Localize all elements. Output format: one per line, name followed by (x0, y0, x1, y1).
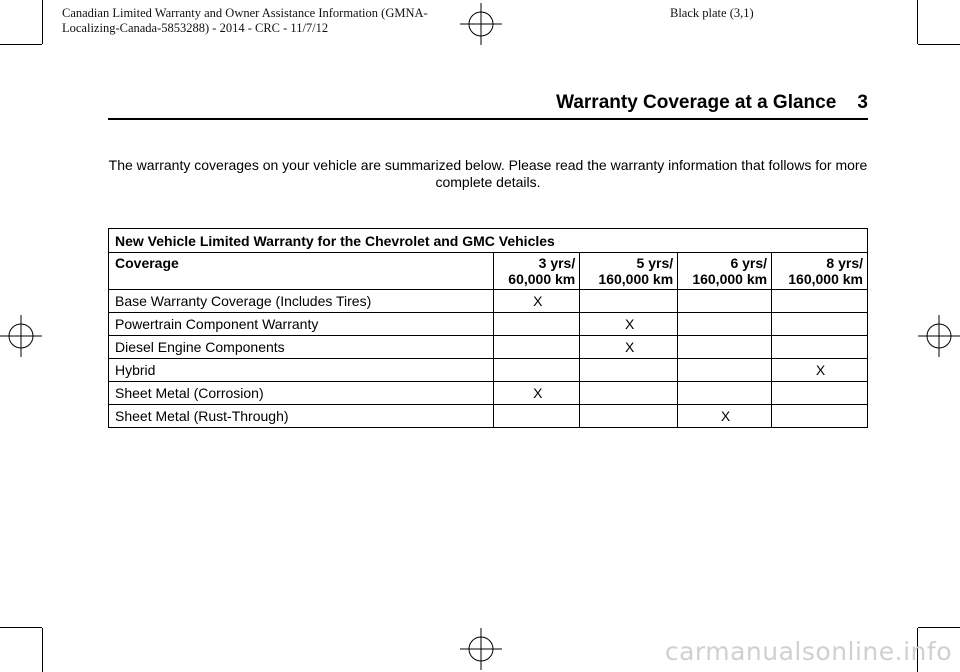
coverage-mark: X (580, 313, 678, 336)
coverage-mark: X (494, 290, 580, 313)
registration-mark-icon (460, 628, 502, 670)
coverage-mark (580, 359, 678, 382)
registration-mark-icon (918, 315, 960, 357)
coverage-mark (772, 405, 868, 428)
coverage-type: Diesel Engine Components (109, 336, 494, 359)
coverage-mark: X (494, 382, 580, 405)
coverage-mark (580, 382, 678, 405)
period-years: 8 yrs/ (826, 255, 863, 271)
coverage-period-header (580, 253, 678, 290)
table-row (109, 359, 868, 382)
coverage-mark (494, 405, 580, 428)
coverage-type: Powertrain Component Warranty (109, 313, 494, 336)
coverage-mark (494, 359, 580, 382)
table-title: New Vehicle Limited Warranty for the Chevrolet and GMC Vehicles (109, 229, 868, 253)
coverage-period-header (494, 253, 580, 290)
coverage-period-header (678, 253, 772, 290)
coverage-mark (678, 313, 772, 336)
crop-mark (0, 44, 42, 45)
coverage-period-header (772, 253, 868, 290)
page-header (556, 92, 868, 114)
coverage-mark (772, 382, 868, 405)
coverage-type: Sheet Metal (Corrosion) (109, 382, 494, 405)
coverage-mark: X (772, 359, 868, 382)
period-distance: 60,000 km (508, 271, 576, 287)
table-row (109, 313, 868, 336)
table-row (109, 290, 868, 313)
crop-mark (0, 627, 42, 628)
coverage-mark (772, 290, 868, 313)
print-slug-right: Black plate (3,1) (670, 6, 754, 20)
coverage-type: Sheet Metal (Rust-Through) (109, 405, 494, 428)
crop-mark (42, 628, 43, 672)
table-row (109, 336, 868, 359)
header-divider (108, 118, 868, 120)
coverage-mark (678, 290, 772, 313)
period-distance: 160,000 km (788, 271, 863, 287)
print-slug-line-1: Canadian Limited Warranty and Owner Assistance Information (GMNA- (62, 6, 428, 20)
period-distance: 160,000 km (598, 271, 674, 287)
coverage-mark (772, 336, 868, 359)
print-slug-left (62, 6, 428, 36)
period-years: 5 yrs/ (636, 255, 674, 271)
coverage-type: Base Warranty Coverage (Includes Tires) (109, 290, 494, 313)
period-years: 6 yrs/ (730, 255, 768, 271)
table-title-row (109, 229, 868, 253)
coverage-type: Hybrid (109, 359, 494, 382)
table-row (109, 382, 868, 405)
table-row (109, 405, 868, 428)
table-header-row (109, 253, 868, 290)
crop-mark (918, 627, 960, 628)
watermark-logo: carmanualsonline.info (664, 637, 952, 666)
coverage-mark (580, 405, 678, 428)
coverage-mark (772, 313, 868, 336)
intro-paragraph: The warranty coverages on your vehicle are summarized below. Please read the warranty information that follows for more complete details. (108, 157, 868, 190)
registration-mark-icon (0, 315, 42, 357)
coverage-column-header: Coverage (109, 253, 494, 290)
period-years: 3 yrs/ (538, 255, 576, 271)
registration-mark-icon (460, 3, 502, 45)
coverage-mark (580, 290, 678, 313)
coverage-mark (678, 359, 772, 382)
crop-mark (917, 0, 918, 44)
section-title: Warranty Coverage at a Glance (556, 92, 837, 113)
warranty-table (108, 228, 868, 428)
page-number: 3 (857, 92, 868, 113)
coverage-mark (494, 313, 580, 336)
coverage-mark: X (678, 405, 772, 428)
print-slug-line-2: Localizing-Canada-5853288) - 2014 - CRC - 11/7/12 (62, 21, 329, 35)
crop-mark (42, 0, 43, 44)
coverage-mark: X (580, 336, 678, 359)
coverage-mark (678, 382, 772, 405)
coverage-mark (494, 336, 580, 359)
coverage-mark (678, 336, 772, 359)
period-distance: 160,000 km (692, 271, 768, 287)
crop-mark (918, 44, 960, 45)
